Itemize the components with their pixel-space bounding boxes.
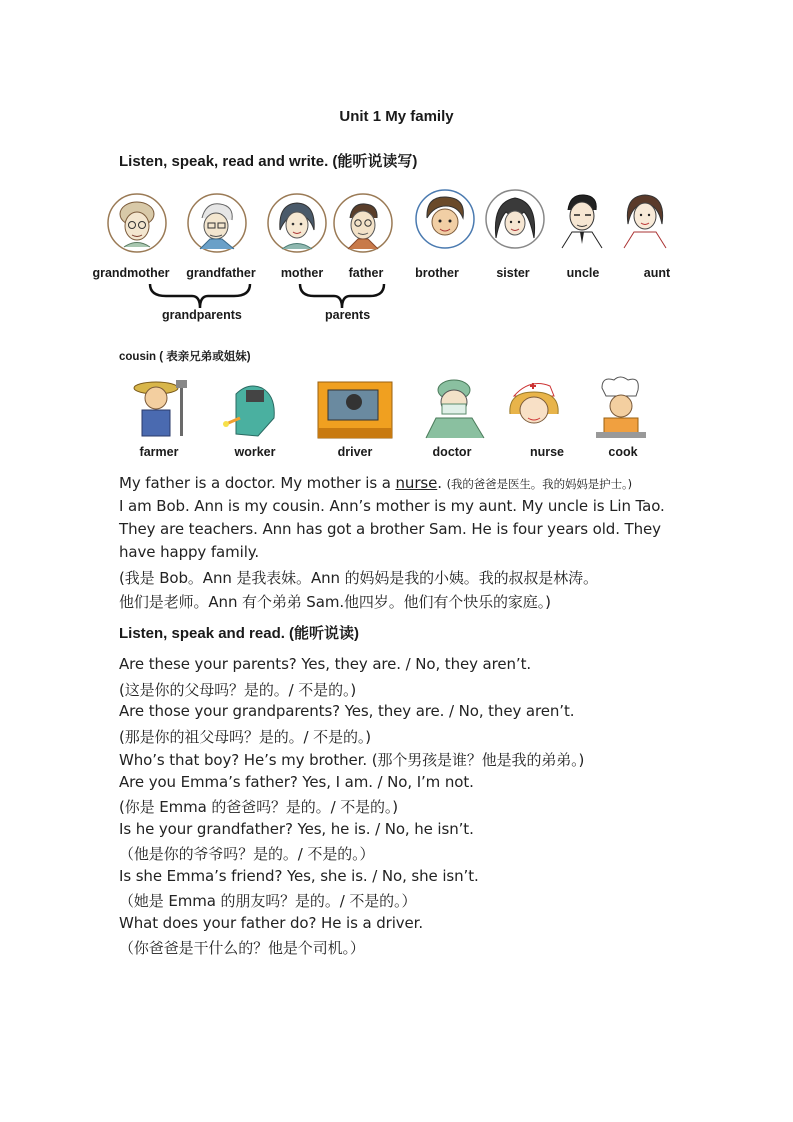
dialogue-line-6: Are you Emma’s father? Yes, I am. / No, I’m not.: [119, 773, 474, 791]
dialogue-line-8: Is he your grandfather? Yes, he is. / No, he isn’t.: [119, 820, 474, 838]
uncle-face-icon: [552, 188, 614, 250]
underlined-word-nurse: nurse: [395, 474, 438, 492]
passage-translation-2: 他们是老师。Ann 有个弟弟 Sam.他四岁。他们有个快乐的家庭。): [119, 593, 551, 611]
passage-translation-1: (我是 Bob。Ann 是我表妹。Ann 的妈妈是我的小姨。我的叔叔是林涛。: [119, 569, 598, 587]
label-grandmother: grandmother: [92, 266, 170, 280]
passage-line-4: have happy family.: [119, 543, 260, 561]
farmer-icon: [120, 374, 198, 440]
sister-face-icon: [484, 188, 546, 250]
label-parents: parents: [325, 308, 371, 322]
label-grandfather: grandfather: [186, 266, 256, 280]
dialogue-line-7: (你是 Emma 的爸爸吗？是的。/ 不是的。): [119, 798, 399, 816]
dialogue-line-1: Are these your parents? Yes, they are. / No, they aren’t.: [119, 655, 532, 673]
label-brother: brother: [415, 266, 459, 280]
truck-driver-icon: [316, 374, 394, 440]
passage-line-1-text: My father is a doctor. My mother is a: [119, 474, 396, 492]
dialogue-line-3: Are those your grandparents? Yes, they are. / No, they aren’t.: [119, 702, 575, 720]
label-doctor: doctor: [432, 445, 472, 459]
section-heading-listen-speak-read-write: Listen, speak, read and write. (能听说读写): [119, 153, 418, 170]
father-face-icon: [332, 192, 394, 254]
passage-line-1: [119, 474, 632, 492]
label-cook: cook: [608, 445, 638, 459]
aunt-face-icon: [614, 188, 676, 250]
dialogue-line-2: (这是你的父母吗？是的。/ 不是的。): [119, 681, 357, 699]
label-father: father: [348, 266, 384, 280]
passage-line-2: I am Bob. Ann is my cousin. Ann’s mother is my aunt. My uncle is Lin Tao.: [119, 497, 665, 515]
cousin-note: cousin ( 表亲兄弟或姐妹): [119, 351, 251, 363]
label-mother: mother: [280, 266, 324, 280]
dialogue-line-11: （她是 Emma 的朋友吗？是的。/ 不是的。）: [119, 892, 417, 910]
label-farmer: farmer: [139, 445, 179, 459]
passage-line-1-translation: (我的爸爸是医生。我的妈妈是护士。): [446, 477, 632, 491]
dialogue-line-4: (那是你的祖父母吗？是的。/ 不是的。): [119, 728, 372, 746]
brother-face-icon: [414, 188, 476, 250]
grandmother-face-icon: [106, 192, 168, 254]
dialogue-line-12: What does your father do? He is a driver.: [119, 914, 424, 932]
dialogue-line-10: Is she Emma’s friend? Yes, she is. / No, she isn’t.: [119, 867, 479, 885]
section-heading-listen-speak-read: Listen, speak and read. (能听说读): [119, 625, 360, 642]
label-grandparents: grandparents: [162, 308, 242, 322]
passage-line-1-period: .: [437, 474, 447, 492]
passage-line-3: They are teachers. Ann has got a brother Sam. He is four years old. They: [119, 520, 661, 538]
label-uncle: uncle: [566, 266, 600, 280]
parents-brace: [296, 282, 388, 310]
label-aunt: aunt: [643, 266, 671, 280]
dialogue-line-9: （他是你的爷爷吗？是的。/ 不是的。）: [119, 845, 375, 863]
page-title: Unit 1 My family: [339, 108, 454, 125]
grandparents-brace: [146, 282, 254, 310]
nurse-icon: [500, 374, 578, 440]
dialogue-line-13: （你爸爸是干什么的？他是个司机。）: [119, 939, 365, 957]
doctor-icon: [418, 374, 496, 440]
grandfather-face-icon: [186, 192, 248, 254]
label-sister: sister: [496, 266, 530, 280]
chef-icon: [584, 374, 662, 440]
welder-icon: [218, 374, 296, 440]
mother-face-icon: [266, 192, 328, 254]
label-nurse: nurse: [529, 445, 565, 459]
label-driver: driver: [337, 445, 373, 459]
dialogue-line-5: Who’s that boy? He’s my brother. (那个男孩是谁？他是我的弟弟。): [119, 751, 585, 769]
label-worker: worker: [234, 445, 276, 459]
